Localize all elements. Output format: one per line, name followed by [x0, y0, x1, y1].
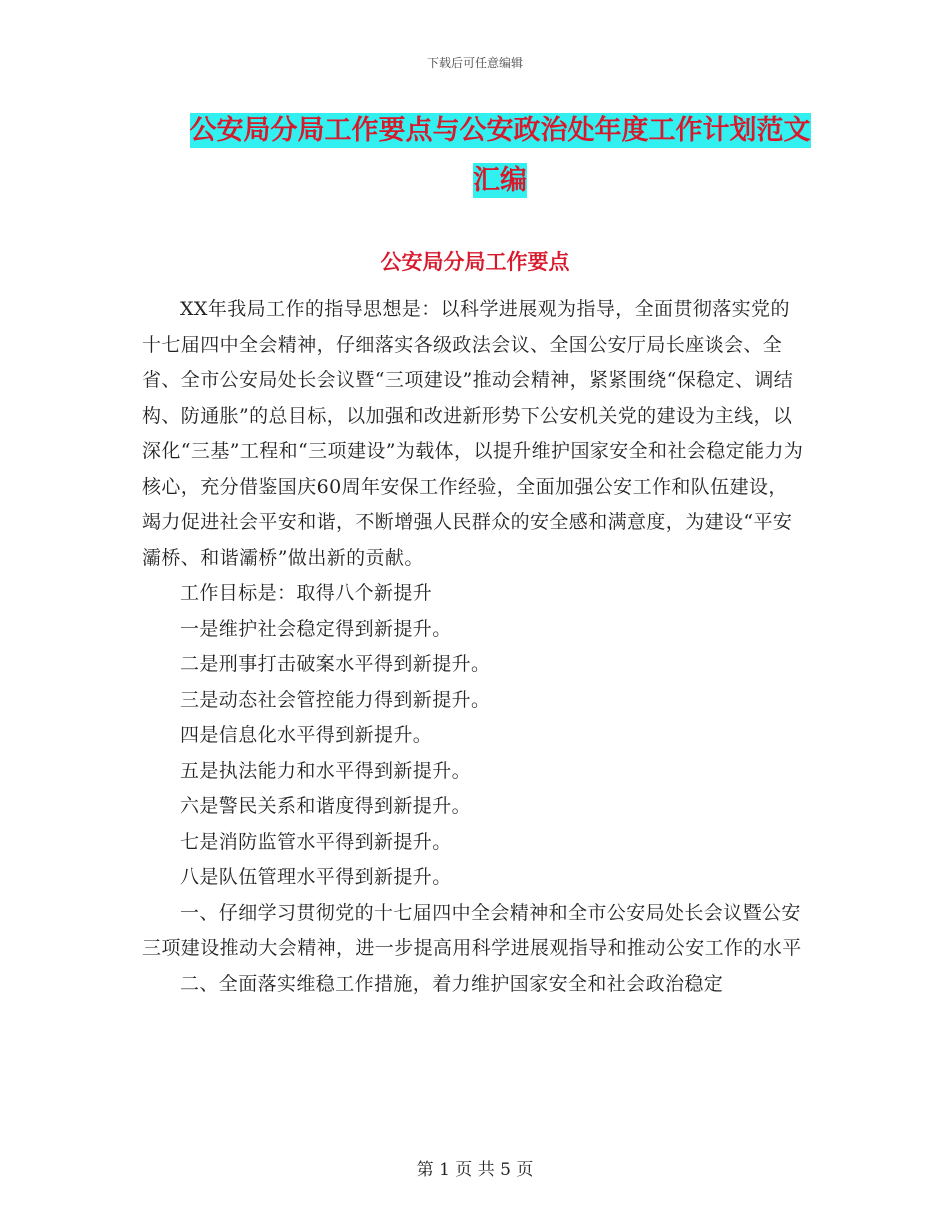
list-item: 五是执法能力和水平得到新提升。: [180, 759, 472, 782]
list-item: 六是警民关系和谐度得到新提升。: [180, 795, 472, 817]
list-item: 八是队伍管理水平得到新提升。: [180, 866, 452, 888]
paragraph-guiding-thought: XX年我局工作的指导思想是：以科学进展观为指导，全面贯彻落实党的十七届四中全会精神，仔细落实各级政法会议、全国公安厅局长座谈会、全省、全市公安局处长会议暨“三项建设”推动会精神，紧紧围绕“保稳定、调结构、防通胀”的总目标，以加强和改进新形势下公安机关党的建设为主线，以深化“三基”工程和“三项建设”为载体，以提升维护国家安全和社会稳定能力为核心，充分借鉴国庆60周年安保工作经验，全面加强公安工作和队伍建设，竭力促进社会平安和谐，不断增强人民群众的安全感和满意度，为建设“平安灞桥、和谐灞桥”做出新的贡献。: [142, 298, 804, 569]
document-title-line1: 公安局分局工作要点与公安政治处年度工作计划范文: [189, 115, 811, 146]
document-title: [180, 106, 820, 206]
document-body: [142, 292, 807, 1002]
section-title: 公安局分局工作要点: [380, 250, 570, 274]
document-title-line2: 汇编: [473, 165, 527, 196]
list-item: 二是刑事打击破案水平得到新提升。: [180, 653, 491, 675]
header-note: 下载后可任意编辑: [426, 56, 523, 70]
list-item: 七是消防监管水平得到新提升。: [180, 830, 452, 853]
list-item: 四是信息化水平得到新提升。: [180, 724, 433, 746]
paragraph-section-one: 一、仔细学习贯彻党的十七届四中全会精神和全市公安局处长会议暨公安三项建设推动大会精神，进一步提高用科学进展观指导和推动公安工作的水平: [142, 901, 802, 959]
paragraph-section-two: 二、全面落实维稳工作措施，着力维护国家安全和社会政治稳定: [180, 972, 724, 995]
list-item: 一是维护社会稳定得到新提升。: [180, 617, 452, 640]
paragraph-work-goal: 工作目标是：取得八个新提升: [180, 582, 433, 604]
page-footer: 第 1 页 共 5 页: [416, 1160, 534, 1180]
list-item: 三是动态社会管控能力得到新提升。: [180, 688, 491, 711]
